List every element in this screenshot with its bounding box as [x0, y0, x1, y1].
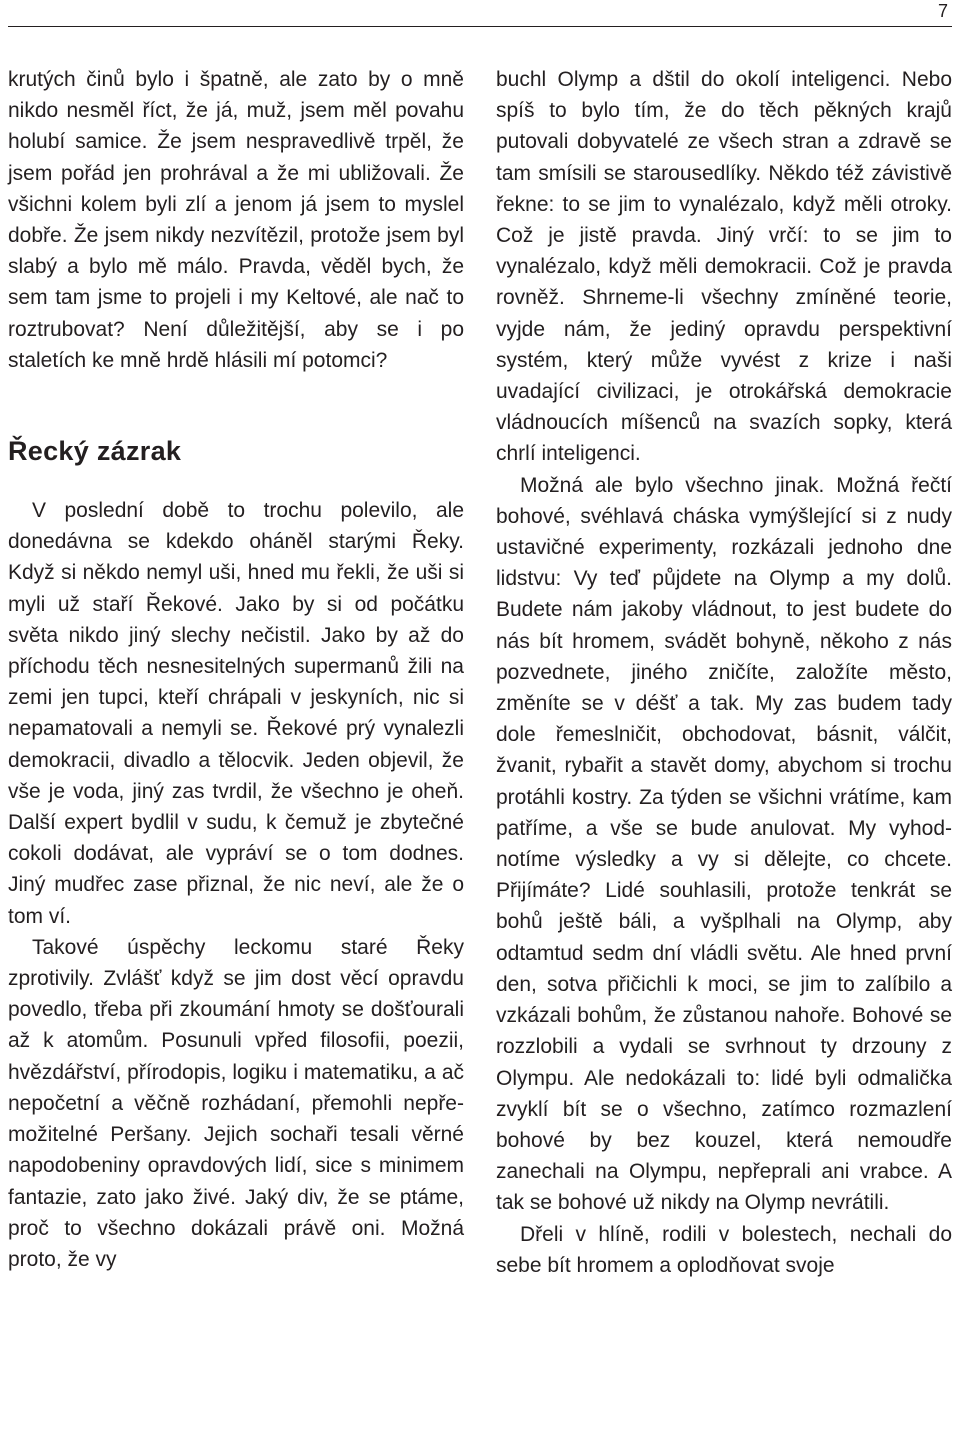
continued-paragraph: buchl Olymp a dštil do okolí inteligenci. Nebo spíš to bylo tím, že do těch pěkných krajů putovali dobyvatelé ze všech stran a zdravě se tam smísili se starousedlíky. Někdo též závistivě řekne: to se jim to vynalézalo, když měli otroky. Což je jistě pravda. Jiný vrčí: to se jim to vynalézalo, když měli demokracii. Což je pravda rovněž. Shrneme-li všechny zmíněné teorie, vyjde nám, že jediný opravdu perspektivní systém, který může vyvést z krize i naši uvadající civilizaci, je otrokářská demokracie vládnoucích míšenců na svazích sopky, která chrlí inteligenci. — [496, 68, 952, 466]
paragraph: Dřeli v hlíně, rodili v bolestech, nechali do sebe bít hromem a oplodňovat svoje — [496, 1222, 952, 1277]
paragraph: Takové úspěchy leckomu staré Řeky zprotivily. Zvlášť když se jim dost věcí opravdu povedlo, třeba při zkoumání hmoty se došťourali až k atomům. Posunuli vpřed filosofii, poezii, hvězdářství, přírodopis, logiku i matematiku, a ač nepočetní a věčně rozhádaní, přemohli nepřemožitelné Peršany. Jejich sochaři tesali věrné napodobeniny opravdových lidí, sice s minimem fantazie, zato jako živé. Jaký div, že se ptáme, proč to všechno dokázali právě oni. Možná proto, že vy — [8, 935, 464, 1271]
right-column — [496, 64, 952, 1281]
intro-paragraph: krutých činů bylo i špatně, ale zato by o mně nikdo nesměl říct, že já, muž, jsem měl povahu holubí samice. Že jsem nespravedlivě trpěl, že jsem pořád jen prohrával a že mi ubližovali. Že všichni kolem byli zlí a jenom já jsem to myslel dobře. Že jsem nikdy nezvítězil, protože jsem byl slabý a bylo mě málo. Pravda, věděl bych, že sem tam jsme to projeli i my Keltové, ale nač to roztrubovat? Není důležitější, aby se i po staletích ke mně hrdě hlásili mí potomci? — [8, 68, 464, 372]
section-heading: Řecký zázrak — [8, 436, 182, 467]
paragraph: Možná ale bylo všechno jinak. Možná řečtí bohové, svéhlavá cháska vymýšlející si z nudy ustavičné experimenty, rozkázali jednoho dne lidstvu: Vy teď půjdete na Olymp a my dolů. Budete nám jakoby vládnout, to jest budete do nás bít hromem, svádět bohyně, někoho z nás pozvednete, jiného zničíte, založíte město, změníte se v déšť a tak. My zas budem tady dole řemeslničit, obchodovat, básnit, válčit, žvanit, rybařit a stavět domy, abychom si trochu protáhli kostry. Za týden se všichni vrátíme, kam patříme, a vše se bude anulovat. My vyhodnotíme výsledky a vy si dělejte, co chcete. Přijímáte? Lidé souhlasili, protože tenkrát se bohů ještě báli, a vyšplhali na Olymp, aby odtamtud sedm dní vládli světu. Ale hned první den, sotva přičichli k moci, se jim to zalíbilo a vzkázali bohům, že zůstanou nahoře. Bohové se rozzlobili a vydali se svrhnout ty drzouny z Olympu. Ale nedokázali to: lidé byli odmalička zvyklí bít se o všechno, zatímco rozmazlení bohové by bez kouzel, která nemoudře zanechali na Olympu, nepřeprali ani vrabce. A tak se bohové už nikdy na Olymp nevrátili. — [496, 473, 952, 1215]
page-number: 7 — [937, 1, 948, 21]
header-rule — [8, 26, 952, 27]
paragraph: V poslední době to trochu polevilo, ale donedávna se kdekdo oháněl starými Řeky. Když si někdo nemyl uši, hned mu řekli, že uši si myli už staří Řekové. Jako by si od počátku světa nikdo jiný slechy nečistil. Jako by až do příchodu těch nesnesitelných supermanů žili na zemi jen tupci, kteří chrápali v jeskyních, nic si nepamatovali a nemyli se. Řekové prý vynalezli demokracii, divadlo a tělocvik. Jeden objevil, že vše je voda, jiný zas tvrdil, že všechno je oheň. Další expert bydlil v sudu, k čemuž je zbytečné cokoli dodávat, ale vypráví se o tom dodnes. Jiný mudřec zase přiznal, že nic neví, ale že o tom ví. — [8, 499, 464, 928]
left-column — [8, 64, 464, 1275]
